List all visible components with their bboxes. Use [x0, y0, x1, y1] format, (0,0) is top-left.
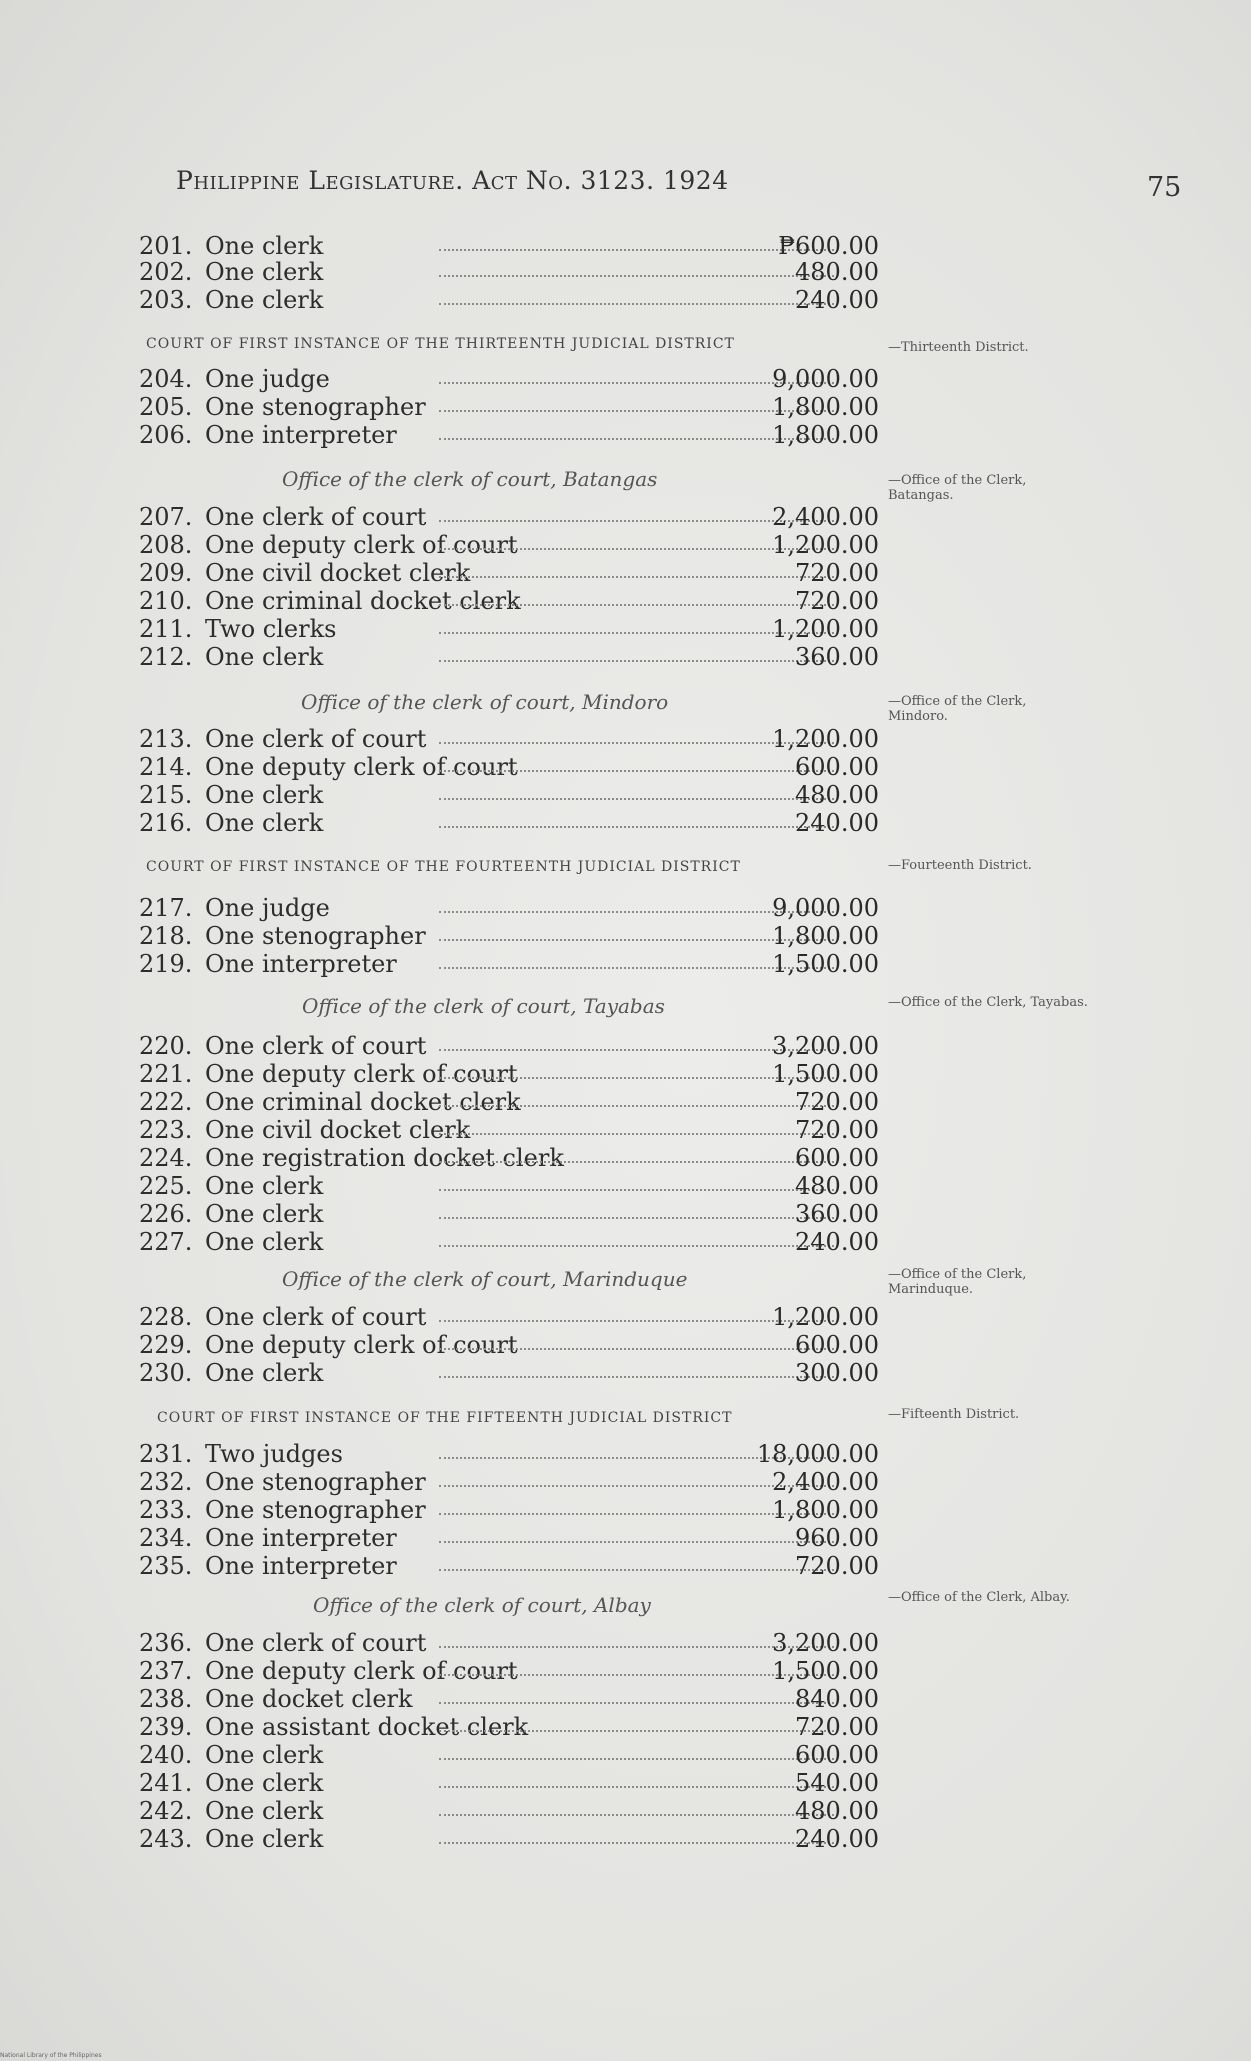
appropriation-item — [139, 1228, 879, 1256]
appropriation-item — [139, 950, 879, 978]
item-amount: 720.00 — [795, 1713, 879, 1741]
appropriation-item — [139, 1359, 879, 1387]
item-description: One clerk of court — [205, 503, 427, 531]
item-number: 207. — [139, 503, 193, 531]
margin-note: —Office of the Clerk, Mindoro. — [888, 694, 1027, 724]
office-heading: Office of the clerk of court, Albay — [313, 1593, 651, 1617]
margin-note: —Office of the Clerk, Marinduque. — [888, 1267, 1027, 1297]
item-description: One clerk — [205, 1172, 324, 1200]
item-amount: 1,800.00 — [772, 393, 879, 421]
item-description: One clerk — [205, 1228, 324, 1256]
item-description: One clerk — [205, 1359, 324, 1387]
appropriation-item — [139, 1303, 879, 1331]
item-description: One clerk — [205, 1797, 324, 1825]
item-number: 214. — [139, 753, 193, 781]
item-amount: 3,200.00 — [772, 1032, 879, 1060]
appropriation-item — [139, 1200, 879, 1228]
item-amount: 1,200.00 — [772, 615, 879, 643]
item-number: 221. — [139, 1060, 193, 1088]
item-description: One deputy clerk of court — [205, 1060, 518, 1088]
appropriation-item — [139, 587, 879, 615]
item-amount: 240.00 — [795, 1228, 879, 1256]
item-description: One judge — [205, 365, 330, 393]
item-number: 236. — [139, 1629, 193, 1657]
item-description: One criminal docket clerk — [205, 587, 521, 615]
item-amount: 600.00 — [795, 753, 879, 781]
item-number: 206. — [139, 421, 193, 449]
item-number: 234. — [139, 1524, 193, 1552]
item-amount: 18,000.00 — [756, 1440, 879, 1468]
appropriation-item — [139, 559, 879, 587]
office-heading: Office of the clerk of court, Batangas — [282, 467, 658, 491]
item-amount: 1,800.00 — [772, 1496, 879, 1524]
item-number: 240. — [139, 1741, 193, 1769]
item-description: One clerk — [205, 1200, 324, 1228]
margin-note: —Fourteenth District. — [888, 858, 1032, 873]
item-number: 225. — [139, 1172, 193, 1200]
appropriation-item — [139, 809, 879, 837]
item-amount: 480.00 — [795, 1797, 879, 1825]
appropriation-item — [139, 1331, 879, 1359]
item-number: 228. — [139, 1303, 193, 1331]
appropriation-item — [139, 1144, 879, 1172]
item-amount: 1,500.00 — [772, 950, 879, 978]
item-number: 227. — [139, 1228, 193, 1256]
appropriation-item — [139, 286, 879, 314]
appropriation-item — [139, 725, 879, 753]
footer-credit: National Library of the Philippines — [0, 2052, 102, 2059]
item-number: 242. — [139, 1797, 193, 1825]
item-amount: 720.00 — [795, 1552, 879, 1580]
item-amount: 600.00 — [795, 1331, 879, 1359]
appropriation-item — [139, 1741, 879, 1769]
appropriation-item — [139, 393, 879, 421]
item-number: 230. — [139, 1359, 193, 1387]
appropriation-item — [139, 531, 879, 559]
margin-note: —Office of the Clerk, Albay. — [888, 1590, 1070, 1605]
item-number: 229. — [139, 1331, 193, 1359]
appropriation-item — [139, 1524, 879, 1552]
item-description: One clerk — [205, 643, 324, 671]
page-header: Philippine Legislature. Act No. 3123. 1924 — [176, 166, 729, 195]
item-description: One clerk of court — [205, 725, 427, 753]
appropriation-item — [139, 258, 879, 286]
office-heading: Office of the clerk of court, Tayabas — [302, 994, 665, 1018]
item-description: Two clerks — [205, 615, 337, 643]
item-amount: 240.00 — [795, 1825, 879, 1853]
item-number: 204. — [139, 365, 193, 393]
item-description: One docket clerk — [205, 1685, 413, 1713]
item-number: 212. — [139, 643, 193, 671]
district-heading: COURT OF FIRST INSTANCE OF THE THIRTEENTH JUDICIAL DISTRICT — [146, 336, 735, 352]
item-number: 210. — [139, 587, 193, 615]
appropriation-item — [139, 1657, 879, 1685]
item-amount: 960.00 — [795, 1524, 879, 1552]
item-description: One deputy clerk of court — [205, 753, 518, 781]
item-description: One deputy clerk of court — [205, 1657, 518, 1685]
item-number: 220. — [139, 1032, 193, 1060]
item-amount: 1,200.00 — [772, 531, 879, 559]
district-heading: COURT OF FIRST INSTANCE OF THE FIFTEENTH JUDICIAL DISTRICT — [157, 1410, 733, 1426]
item-description: One interpreter — [205, 1552, 397, 1580]
item-description: One interpreter — [205, 421, 397, 449]
item-amount: 720.00 — [795, 587, 879, 615]
appropriation-item — [139, 503, 879, 531]
item-amount: 480.00 — [795, 258, 879, 286]
appropriation-item — [139, 1060, 879, 1088]
district-heading: COURT OF FIRST INSTANCE OF THE FOURTEENTH JUDICIAL DISTRICT — [146, 859, 741, 875]
item-number: 226. — [139, 1200, 193, 1228]
appropriation-item — [139, 1032, 879, 1060]
item-amount: 2,400.00 — [772, 1468, 879, 1496]
item-number: 232. — [139, 1468, 193, 1496]
item-number: 231. — [139, 1440, 193, 1468]
item-amount: 1,500.00 — [772, 1657, 879, 1685]
item-amount: 240.00 — [795, 809, 879, 837]
item-description: One clerk — [205, 286, 324, 314]
appropriation-item — [139, 615, 879, 643]
appropriation-item — [139, 1496, 879, 1524]
appropriation-item — [139, 1685, 879, 1713]
item-description: One clerk of court — [205, 1032, 427, 1060]
item-number: 201. — [139, 232, 193, 260]
item-amount: 1,500.00 — [772, 1060, 879, 1088]
item-amount: 600.00 — [795, 1741, 879, 1769]
margin-note: —Fifteenth District. — [888, 1407, 1020, 1422]
item-description: One deputy clerk of court — [205, 531, 518, 559]
item-number: 217. — [139, 894, 193, 922]
item-amount: 1,200.00 — [772, 1303, 879, 1331]
office-heading: Office of the clerk of court, Marinduque — [282, 1267, 688, 1291]
item-amount: 540.00 — [795, 1769, 879, 1797]
appropriation-item — [139, 1713, 879, 1741]
item-amount: 9,000.00 — [772, 894, 879, 922]
appropriation-item — [139, 365, 879, 393]
item-number: 238. — [139, 1685, 193, 1713]
item-description: One interpreter — [205, 950, 397, 978]
item-amount: 1,200.00 — [772, 725, 879, 753]
item-description: One deputy clerk of court — [205, 1331, 518, 1359]
item-number: 239. — [139, 1713, 193, 1741]
item-amount: 240.00 — [795, 286, 879, 314]
item-number: 224. — [139, 1144, 193, 1172]
appropriation-item — [139, 1116, 879, 1144]
item-description: One stenographer — [205, 922, 426, 950]
item-number: 243. — [139, 1825, 193, 1853]
item-description: One interpreter — [205, 1524, 397, 1552]
item-amount: 600.00 — [795, 1144, 879, 1172]
appropriation-item — [139, 1797, 879, 1825]
item-description: One clerk — [205, 258, 324, 286]
item-description: One clerk — [205, 232, 324, 260]
item-amount: 360.00 — [795, 643, 879, 671]
item-number: 205. — [139, 393, 193, 421]
item-number: 218. — [139, 922, 193, 950]
item-number: 208. — [139, 531, 193, 559]
item-description: One assistant docket clerk — [205, 1713, 529, 1741]
item-number: 235. — [139, 1552, 193, 1580]
item-amount: 360.00 — [795, 1200, 879, 1228]
appropriation-item — [139, 1468, 879, 1496]
appropriation-item — [139, 1088, 879, 1116]
item-description: One judge — [205, 894, 330, 922]
item-description: One clerk of court — [205, 1629, 427, 1657]
appropriation-item — [139, 753, 879, 781]
margin-note: —Office of the Clerk, Batangas. — [888, 473, 1027, 503]
margin-note: —Thirteenth District. — [888, 340, 1029, 355]
item-amount: 300.00 — [795, 1359, 879, 1387]
item-amount: 1,800.00 — [772, 421, 879, 449]
item-number: 216. — [139, 809, 193, 837]
item-description: One clerk of court — [205, 1303, 427, 1331]
item-description: One clerk — [205, 1769, 324, 1797]
item-number: 241. — [139, 1769, 193, 1797]
item-number: 223. — [139, 1116, 193, 1144]
item-amount: 9,000.00 — [772, 365, 879, 393]
appropriation-item — [139, 1552, 879, 1580]
appropriation-item — [139, 232, 879, 260]
item-description: One civil docket clerk — [205, 559, 471, 587]
item-amount: ₱600.00 — [778, 232, 879, 260]
item-description: One stenographer — [205, 1496, 426, 1524]
item-number: 211. — [139, 615, 193, 643]
item-amount: 480.00 — [795, 1172, 879, 1200]
margin-note: —Office of the Clerk, Tayabas. — [888, 995, 1088, 1010]
appropriation-item — [139, 1440, 879, 1468]
item-number: 215. — [139, 781, 193, 809]
item-description: One clerk — [205, 1825, 324, 1853]
appropriation-item — [139, 922, 879, 950]
item-description: Two judges — [205, 1440, 343, 1468]
appropriation-item — [139, 643, 879, 671]
item-description: One clerk — [205, 809, 324, 837]
item-amount: 3,200.00 — [772, 1629, 879, 1657]
item-amount: 480.00 — [795, 781, 879, 809]
item-amount: 2,400.00 — [772, 503, 879, 531]
appropriation-item — [139, 894, 879, 922]
item-amount: 720.00 — [795, 1088, 879, 1116]
item-description: One clerk — [205, 781, 324, 809]
item-description: One stenographer — [205, 1468, 426, 1496]
item-number: 237. — [139, 1657, 193, 1685]
item-description: One civil docket clerk — [205, 1116, 471, 1144]
item-description: One registration docket clerk — [205, 1144, 564, 1172]
item-description: One clerk — [205, 1741, 324, 1769]
item-number: 203. — [139, 286, 193, 314]
item-number: 233. — [139, 1496, 193, 1524]
appropriation-item — [139, 1825, 879, 1853]
item-number: 202. — [139, 258, 193, 286]
item-number: 209. — [139, 559, 193, 587]
item-number: 213. — [139, 725, 193, 753]
item-description: One criminal docket clerk — [205, 1088, 521, 1116]
appropriation-item — [139, 1769, 879, 1797]
item-number: 222. — [139, 1088, 193, 1116]
appropriation-item — [139, 421, 879, 449]
item-description: One stenographer — [205, 393, 426, 421]
item-number: 219. — [139, 950, 193, 978]
item-amount: 1,800.00 — [772, 922, 879, 950]
item-amount: 720.00 — [795, 1116, 879, 1144]
page-number: 75 — [1147, 172, 1182, 203]
office-heading: Office of the clerk of court, Mindoro — [301, 690, 669, 714]
appropriation-item — [139, 781, 879, 809]
appropriation-item — [139, 1629, 879, 1657]
appropriation-item — [139, 1172, 879, 1200]
item-amount: 720.00 — [795, 559, 879, 587]
item-amount: 840.00 — [795, 1685, 879, 1713]
